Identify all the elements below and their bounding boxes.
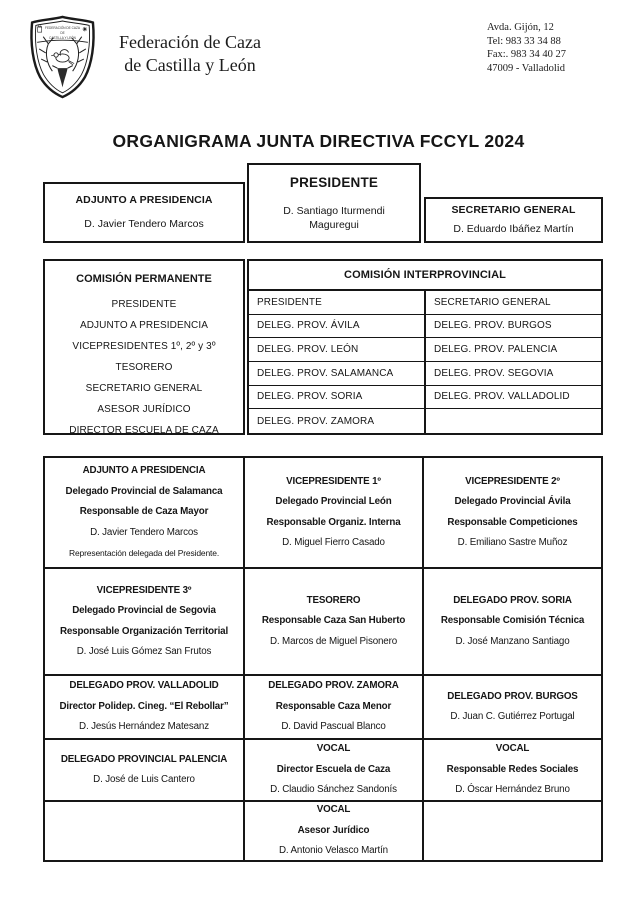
table-cell: DELEG. PROV. PALENCIA: [426, 338, 601, 362]
table-cell: DELEG. PROV. SEGOVIA: [426, 362, 601, 386]
comision-interprovincial-title: COMISIÓN INTERPROVINCIAL: [249, 261, 601, 291]
org-box-role: SECRETARIO GENERAL: [451, 204, 576, 216]
org-box-name: D. Santiago Iturmendi Maguregui: [283, 205, 385, 231]
org-cell-vicepresidente-3: [45, 569, 245, 676]
name-line: D. Jesús Hernández Matesanz: [79, 721, 209, 733]
role-line: Responsable de Caza Mayor: [79, 506, 209, 518]
table-cell: SECRETARIO GENERAL: [426, 291, 601, 315]
role-line: VICEPRESIDENTE 2º: [465, 475, 560, 487]
role-line: Delegado Provincial de Segovia: [72, 605, 216, 616]
member-role: VICEPRESIDENTES 1º, 2º y 3º: [72, 341, 216, 352]
org-cell-delegado-burgos: [424, 676, 601, 740]
org-cell-vicepresidente-1: [245, 458, 424, 569]
role-line: Responsable Redes Sociales: [446, 763, 579, 775]
org-box-role: PRESIDENTE: [289, 175, 379, 190]
name-line: D. Antonio Velasco Martín: [279, 845, 388, 857]
name-line: D. Juan C. Gutiérrez Portugal: [450, 711, 575, 722]
role-line: Responsable Competiciones: [447, 516, 578, 528]
directory-grid: [43, 456, 603, 862]
role-line: Responsable Caza San Huberto: [261, 615, 406, 627]
comision-interprovincial-table: [247, 259, 603, 435]
org-box-secretario-general: [424, 197, 603, 243]
org-box-adjunto-presidencia: [43, 182, 245, 243]
role-line: Asesor Jurídico: [297, 824, 370, 836]
table-cell: DELEG. PROV. SALAMANCA: [249, 362, 426, 386]
federation-shield-logo-icon: [27, 15, 98, 99]
role-line: DELEGADO PROV. BURGOS: [447, 690, 578, 702]
name-line: D. José de Luis Cantero: [93, 774, 195, 785]
role-line: ADJUNTO A PRESIDENCIA: [82, 465, 206, 477]
organization-name-line-1: Federación de Caza: [119, 32, 261, 52]
org-cell-vicepresidente-2: [424, 458, 601, 569]
page-title: ORGANIGRAMA JUNTA DIRECTIVA FCCYL 2024: [112, 131, 525, 151]
role-line: Delegado Provincial de Salamanca: [65, 485, 223, 497]
org-cell-delegado-zamora: [245, 676, 424, 740]
comision-permanente-members: [45, 294, 243, 441]
member-role: ASESOR JURÍDICO: [97, 404, 191, 415]
table-cell: PRESIDENTE: [249, 291, 426, 315]
table-cell: [426, 409, 601, 433]
org-box-presidente: [247, 163, 421, 243]
role-line: Director Escuela de Caza: [276, 763, 391, 775]
name-line: D. José Luis Gómez San Frutos: [76, 646, 212, 657]
role-line: DELEGADO PROV. SORIA: [453, 594, 572, 606]
organization-name: [100, 31, 280, 77]
comision-permanente-box: [43, 259, 245, 435]
role-line: VICEPRESIDENTE 3º: [96, 584, 192, 596]
name-line: D. Claudio Sánchez Sandonís: [270, 784, 397, 796]
role-line: Responsable Comisión Técnica: [440, 615, 585, 627]
org-cell-vocal-escuela: [245, 740, 424, 802]
org-box-role: ADJUNTO A PRESIDENCIA: [75, 194, 213, 206]
address-phone: Tel: 983 33 34 88: [487, 35, 561, 47]
table-cell: DELEG. PROV. BURGOS: [426, 315, 601, 339]
logo-band-text-2: DE: [60, 30, 65, 35]
name-line: D. Javier Tendero Marcos: [90, 526, 198, 538]
name-line: D. José Manzano Santiago: [455, 635, 570, 647]
role-line: DELEGADO PROV. ZAMORA: [268, 680, 399, 692]
org-cell-delegado-valladolid: [45, 676, 245, 740]
name-line: D. Miguel Fierro Casado: [282, 537, 385, 548]
logo-band-text-1: FEDERACIÓN DE CAZA: [45, 25, 80, 30]
table-cell: DELEG. PROV. ZAMORA: [249, 409, 426, 433]
org-cell-empty: [45, 802, 245, 860]
role-line: Responsable Caza Menor: [275, 700, 392, 712]
logo-band-text-3: CASTILLA Y LEÓN: [49, 35, 76, 40]
role-line: VOCAL: [316, 804, 351, 816]
comision-permanente-title: COMISIÓN PERMANENTE: [76, 273, 212, 285]
role-line: Delegado Provincial León: [275, 496, 392, 507]
name-line: D. David Pascual Blanco: [281, 721, 386, 733]
role-line: DELEGADO PROVINCIAL PALENCIA: [60, 753, 228, 765]
table-cell: DELEG. PROV. VALLADOLID: [426, 386, 601, 410]
org-cell-delegado-soria: [424, 569, 601, 676]
member-role: DIRECTOR ESCUELA DE CAZA: [69, 425, 219, 436]
org-cell-delegado-palencia: [45, 740, 245, 802]
org-box-name: D. Javier Tendero Marcos: [84, 218, 204, 230]
role-line: VICEPRESIDENTE 1º: [286, 475, 381, 487]
address-fax: Fax:. 983 34 40 27: [487, 49, 567, 60]
role-line: TESORERO: [306, 594, 361, 606]
org-cell-empty: [424, 802, 601, 860]
organization-name-line-2: de Castilla y León: [124, 55, 256, 75]
role-line: VOCAL: [316, 743, 351, 755]
address-block: [487, 21, 566, 75]
address-city: 47009 - Valladolid: [487, 62, 565, 74]
name-line: D. Emiliano Sastre Muñoz: [457, 537, 568, 548]
member-role: PRESIDENTE: [111, 299, 177, 310]
org-cell-tesorero: [245, 569, 424, 676]
name-line: D. Marcos de Miguel Pisonero: [269, 635, 398, 647]
member-role: SECRETARIO GENERAL: [85, 383, 203, 394]
org-cell-vocal-redes: [424, 740, 601, 802]
member-role: TESORERO: [115, 362, 173, 373]
role-line: Director Polidep. Cineg. “El Rebollar”: [59, 700, 229, 712]
role-line: Responsable Organiz. Interna: [266, 516, 401, 528]
table-cell: DELEG. PROV. SORIA: [249, 386, 426, 410]
org-cell-adjunto-presidencia: [45, 458, 245, 569]
role-line: Delegado Provincial Ávila: [454, 496, 571, 507]
table-cell: DELEG. PROV. LEÓN: [249, 338, 426, 362]
comision-interprovincial-grid: [249, 291, 601, 433]
note-line: Representación delegada del Presidente.: [68, 548, 220, 559]
org-cell-vocal-asesor: [245, 802, 424, 860]
role-line: DELEGADO PROV. VALLADOLID: [69, 680, 219, 692]
address-street: Avda. Gijón, 12: [487, 22, 554, 33]
role-line: Responsable Organización Territorial: [59, 625, 229, 637]
role-line: VOCAL: [495, 743, 530, 755]
org-box-name: D. Eduardo Ibáñez Martín: [453, 223, 574, 235]
member-role: ADJUNTO A PRESIDENCIA: [79, 320, 209, 331]
table-cell: DELEG. PROV. ÁVILA: [249, 315, 426, 339]
name-line: D. Óscar Hernández Bruno: [455, 784, 570, 796]
